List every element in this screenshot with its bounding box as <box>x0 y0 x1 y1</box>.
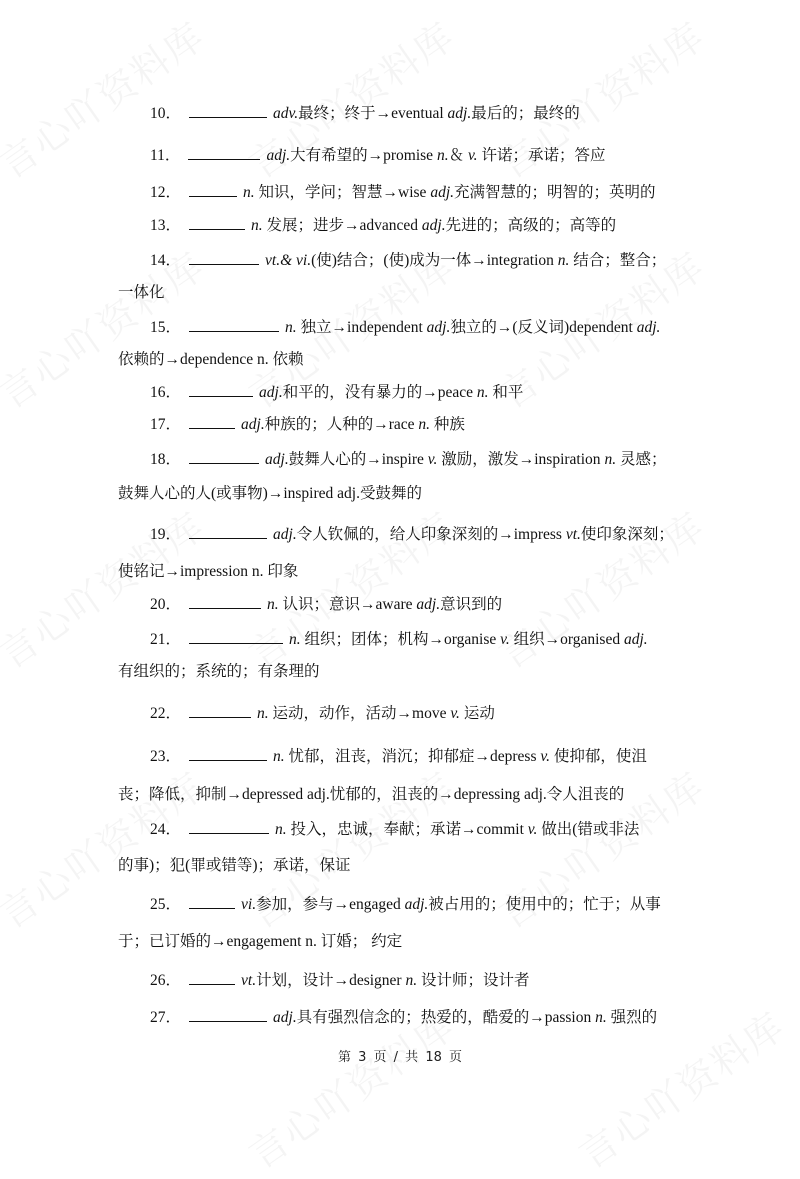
definition-text: 发展；进步→advanced <box>262 217 422 234</box>
item-number: 23． <box>150 748 182 765</box>
vocab-item-continuation: 于；已订婚的→engagement n. 订婚； 约定 <box>118 933 403 950</box>
part-of-speech: vi. <box>241 896 257 913</box>
definition-text: 大有希望的→promise <box>290 147 437 164</box>
part-of-speech: n. <box>418 416 431 433</box>
item-number: 18． <box>150 451 182 468</box>
part-of-speech: v. <box>450 705 460 722</box>
vocab-item-continuation: 使铭记→impression n. 印象 <box>118 563 299 580</box>
vocab-item <box>0 414 800 435</box>
part-of-speech: adj. <box>636 319 661 336</box>
vocab-item <box>0 145 800 166</box>
vocab-item-continuation: 一体化 <box>118 284 165 301</box>
definition-text: 令人钦佩的，给人印象深刻的→impress <box>296 526 566 543</box>
definition-text: 知识，学问；智慧→wise <box>254 184 431 201</box>
part-of-speech: n. <box>595 1009 607 1026</box>
part-of-speech: n. <box>273 748 285 765</box>
answer-blank[interactable] <box>189 215 245 230</box>
part-of-speech: n. <box>604 451 617 468</box>
definition-text: 具有强烈信念的；热爱的，酷爱的→passion <box>296 1009 596 1026</box>
part-of-speech: n. <box>405 972 418 989</box>
part-of-speech: v. <box>527 821 538 838</box>
part-of-speech: adj. <box>259 384 283 401</box>
definition-text: 运动，动作，活动→move <box>268 705 451 722</box>
definition-text: 种族 <box>430 416 465 433</box>
item-number: 14． <box>150 252 182 269</box>
item-number: 22． <box>150 705 182 722</box>
part-of-speech: v. <box>500 631 510 648</box>
answer-blank[interactable] <box>189 524 267 539</box>
vocab-item <box>0 703 800 724</box>
answer-blank[interactable] <box>189 317 279 332</box>
vocab-item <box>0 103 800 124</box>
definition-text: 充满智慧的；明智的；英明的 <box>454 184 656 201</box>
answer-blank[interactable] <box>189 819 269 834</box>
definition-text: 参加，参与→engaged <box>256 896 405 913</box>
definition-text: 组织；团体；机构→organise <box>300 631 501 648</box>
vocab-item-continuation: 的事)；犯(罪或错等)；承诺，保证 <box>118 857 351 874</box>
item-number: 26． <box>150 972 182 989</box>
definition-text: 和平的，没有暴力的→peace <box>282 384 477 401</box>
vocab-item <box>0 215 800 236</box>
definition-text: 种族的；人种的→race <box>264 416 419 433</box>
vocab-item <box>0 1007 800 1028</box>
vocab-item <box>0 970 800 991</box>
definition-text: 独立的→(反义词)dependent <box>450 319 637 336</box>
vocab-item <box>0 250 800 271</box>
part-of-speech: adj. <box>404 896 429 913</box>
definition-text: 许诺；承诺；答应 <box>477 147 606 164</box>
item-number: 10． <box>150 105 182 122</box>
definition-text: 结合；整合； <box>569 252 667 269</box>
part-of-speech: adj. <box>266 147 291 164</box>
definition-text: 计划，设计→designer <box>256 972 406 989</box>
item-number: 13． <box>150 217 182 234</box>
item-number: 16． <box>150 384 182 401</box>
part-of-speech: n. <box>476 384 489 401</box>
part-of-speech: adj. <box>623 631 648 648</box>
answer-blank[interactable] <box>189 594 261 609</box>
definition-text: 使印象深刻； <box>580 526 674 543</box>
part-of-speech: n. <box>436 147 449 164</box>
answer-blank[interactable] <box>189 182 237 197</box>
vocab-item <box>0 382 800 403</box>
definition-text: 使抑郁，使沮 <box>550 748 647 765</box>
part-of-speech: adj. <box>273 526 297 543</box>
vocab-item-continuation: 有组织的；系统的；有条理的 <box>118 663 320 680</box>
answer-blank[interactable] <box>189 703 251 718</box>
definition-text: 激励，激发→inspiration <box>437 451 605 468</box>
answer-blank[interactable] <box>189 746 267 761</box>
vocab-item-continuation: 丧；降低，抑制→depressed adj.忧郁的，沮丧的→depressing adj.令人沮丧的 <box>118 786 625 803</box>
vocab-item <box>0 449 800 470</box>
vocab-item <box>0 746 800 767</box>
part-of-speech: n. <box>289 631 301 648</box>
part-of-speech: n. <box>285 319 297 336</box>
item-number: 19． <box>150 526 182 543</box>
part-of-speech: n. <box>267 596 279 613</box>
part-of-speech: n. <box>275 821 287 838</box>
part-of-speech: vt.& vi. <box>265 252 312 269</box>
definition-text: 投入，忠诚，奉献；承诺→commit <box>286 821 528 838</box>
item-number: 25． <box>150 896 182 913</box>
part-of-speech: v. <box>467 147 478 164</box>
item-number: 11． <box>150 147 181 164</box>
definition-text: 运动 <box>459 705 495 722</box>
answer-blank[interactable] <box>189 449 259 464</box>
vocab-item-continuation: 鼓舞人心的人(或事物)→inspired adj.受鼓舞的 <box>118 485 422 502</box>
item-number: 27． <box>150 1009 182 1026</box>
definition-text: 独立→independent <box>296 319 427 336</box>
definition-text: 和平 <box>488 384 524 401</box>
definition-text: 认识；意识→aware <box>278 596 417 613</box>
vocab-item <box>0 524 800 545</box>
answer-blank[interactable] <box>189 414 235 429</box>
definition-text: 被占用的；使用中的；忙于；从事 <box>428 896 661 913</box>
part-of-speech: adv. <box>273 105 299 122</box>
item-number: 20． <box>150 596 182 613</box>
answer-blank[interactable] <box>189 103 267 118</box>
part-of-speech: n. <box>243 184 255 201</box>
part-of-speech: vt. <box>241 972 257 989</box>
item-number: 21． <box>150 631 182 648</box>
definition-text: 意识到的 <box>440 596 503 613</box>
answer-blank[interactable] <box>189 970 235 985</box>
part-of-speech: adj. <box>265 451 289 468</box>
answer-blank[interactable] <box>188 145 260 160</box>
answer-blank[interactable] <box>189 250 259 265</box>
part-of-speech: adj. <box>416 596 441 613</box>
part-of-speech: adj. <box>273 1009 297 1026</box>
definition-text: 鼓舞人心的→inspire <box>288 451 428 468</box>
item-number: 17． <box>150 416 182 433</box>
vocab-item <box>0 819 800 840</box>
answer-blank[interactable] <box>189 382 253 397</box>
vocab-item-continuation: 依赖的→dependence n. 依赖 <box>118 351 304 368</box>
vocab-item <box>0 629 800 650</box>
item-number: 12． <box>150 184 182 201</box>
part-of-speech: adj. <box>447 105 472 122</box>
part-of-speech: n. <box>257 705 269 722</box>
answer-blank[interactable] <box>189 1007 267 1022</box>
definition-text: 最终；终于→eventual <box>298 105 448 122</box>
definition-text: (使)结合；(使)成为一体→integration <box>311 252 558 269</box>
vocab-item <box>0 894 800 915</box>
part-of-speech: v. <box>540 748 550 765</box>
definition-text: 强烈的 <box>606 1009 658 1026</box>
definition-text: ＆ <box>448 147 468 164</box>
vocab-item <box>0 594 800 615</box>
part-of-speech: n. <box>557 252 570 269</box>
part-of-speech: adj. <box>426 319 451 336</box>
definition-text: 忧郁，沮丧，消沉；抑郁症→depress <box>284 748 541 765</box>
answer-blank[interactable] <box>189 894 235 909</box>
definition-text: 组织→organised <box>509 631 624 648</box>
page-footer: 第 3 页 / 共 18 页 <box>338 1050 462 1065</box>
part-of-speech: adj. <box>241 416 265 433</box>
part-of-speech: vt. <box>565 526 581 543</box>
item-number: 24． <box>150 821 182 838</box>
part-of-speech: n. <box>251 217 263 234</box>
definition-text: 最后的；最终的 <box>471 105 580 122</box>
definition-text: 设计师；设计者 <box>417 972 530 989</box>
part-of-speech: adj. <box>421 217 446 234</box>
vocab-item <box>0 317 800 338</box>
definition-text: 灵感； <box>616 451 667 468</box>
vocab-item <box>0 182 800 203</box>
answer-blank[interactable] <box>189 629 283 644</box>
definition-text: 先进的；高级的；高等的 <box>445 217 617 234</box>
definition-text: 做出(错或非法 <box>537 821 640 838</box>
item-number: 15． <box>150 319 182 336</box>
part-of-speech: v. <box>427 451 438 468</box>
part-of-speech: adj. <box>430 184 454 201</box>
